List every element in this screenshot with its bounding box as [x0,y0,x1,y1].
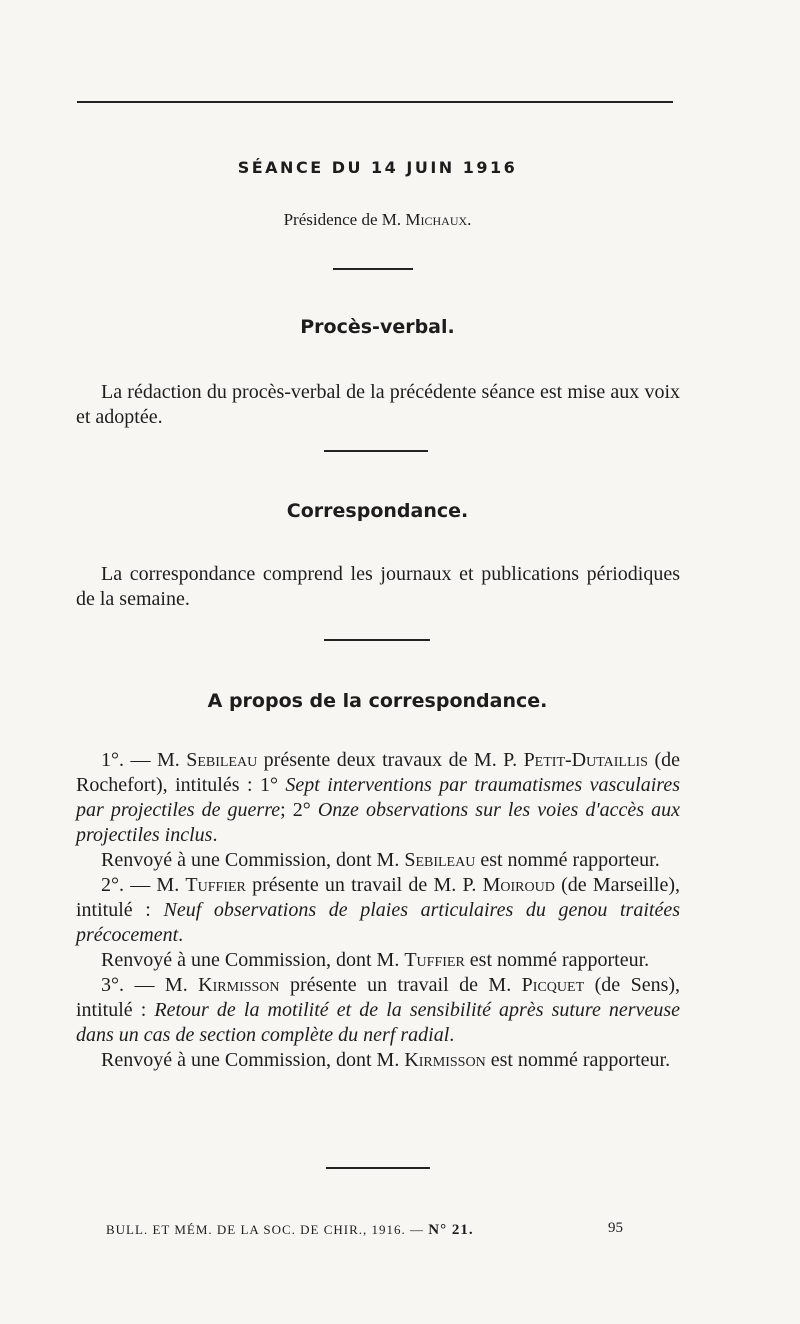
work-title: Retour de la motilité et de la sensibilité après suture nerveuse dans un cas de section complète du nerf radial [76,999,681,1046]
referral-text: est nommé rapporteur. [464,949,650,971]
referral-text: Renvoyé à une Commission, dont M. [101,1049,405,1071]
author-name: Petit-Dutaillis [523,749,648,771]
item-text: . [178,924,184,946]
item-text: . [212,824,218,846]
section-rule [324,450,428,452]
a-propos-heading: A propos de la correspondance. [207,690,548,712]
referral-text: Renvoyé à une Commission, dont M. [101,949,405,971]
item-number: 2°. — M. [101,874,186,896]
page-number: 95 [608,1220,623,1236]
item-2-referral [76,948,680,973]
rapporteur-name: Kirmisson [404,1049,486,1071]
proces-verbal-paragraph: La rédaction du procès-verbal de la précédente séance est mise aux voix et adoptée. [76,381,680,428]
item-text: ; 2° [280,799,318,821]
item-text: présente un travail de M. [279,974,522,996]
item-text: présente un travail de M. P. [245,874,483,896]
section-rule [324,639,430,641]
author-name: Moiroud [482,874,555,896]
item-text: présente deux travaux de M. P. [257,749,524,771]
referral-text: est nommé rapporteur. [475,849,660,871]
item-3-referral [76,1048,680,1073]
author-name: Picquet [521,974,585,996]
presidence-prefix: Présidence de M. [283,210,406,229]
referral-text: Renvoyé à une Commission, dont M. [101,849,405,871]
item-text: (de Rochefort), intitulés : 1° [76,749,680,796]
presenter-name: Kirmisson [198,974,280,996]
running-footer [106,1222,636,1239]
proces-verbal-text [76,380,680,430]
item-text: (de Marseille), intitulé : [76,874,681,921]
presenter-name: Tuffier [185,874,246,896]
presidence-line [0,210,755,230]
item-3-paragraph [76,973,680,1048]
correspondance-heading: Correspondance. [286,500,469,522]
referral-text: est nommé rapporteur. [485,1049,671,1071]
a-propos-items [76,748,680,1073]
work-title: Onze observations sur les voies d'accès aux projectiles inclus [76,799,681,846]
section-rule [326,1167,430,1169]
correspondance-text [76,562,680,612]
item-number: 3°. — M. [101,974,199,996]
section-rule [333,268,413,270]
item-1-referral [76,848,680,873]
item-text: (de Sens), intitulé : [76,974,681,1021]
footer-journal: BULL. ET MÉM. DE LA SOC. DE CHIR., 1916. — [106,1222,429,1237]
item-2-paragraph [76,873,680,948]
rapporteur-name: Sebileau [404,849,476,871]
footer-issue: N° 21. [428,1222,474,1238]
presenter-name: Sebileau [186,749,258,771]
work-title: Neuf observations de plaies articulaires du genou traitées précocement [76,899,680,946]
president-name: Michaux [405,210,468,229]
item-1-paragraph [76,748,680,848]
presidence-suffix: . [467,210,472,229]
item-text: . [449,1024,455,1046]
correspondance-paragraph: La correspondance comprend les journaux et publications périodiques de la semaine. [76,563,680,610]
rapporteur-name: Tuffier [404,949,465,971]
proces-verbal-heading: Procès-verbal. [300,316,455,338]
session-title: SÉANCE DU 14 JUIN 1916 [237,158,518,177]
top-rule [77,101,673,103]
item-number: 1°. — M. [101,749,187,771]
work-title: Sept interventions par traumatismes vasculaires par projectiles de guerre [76,774,680,821]
